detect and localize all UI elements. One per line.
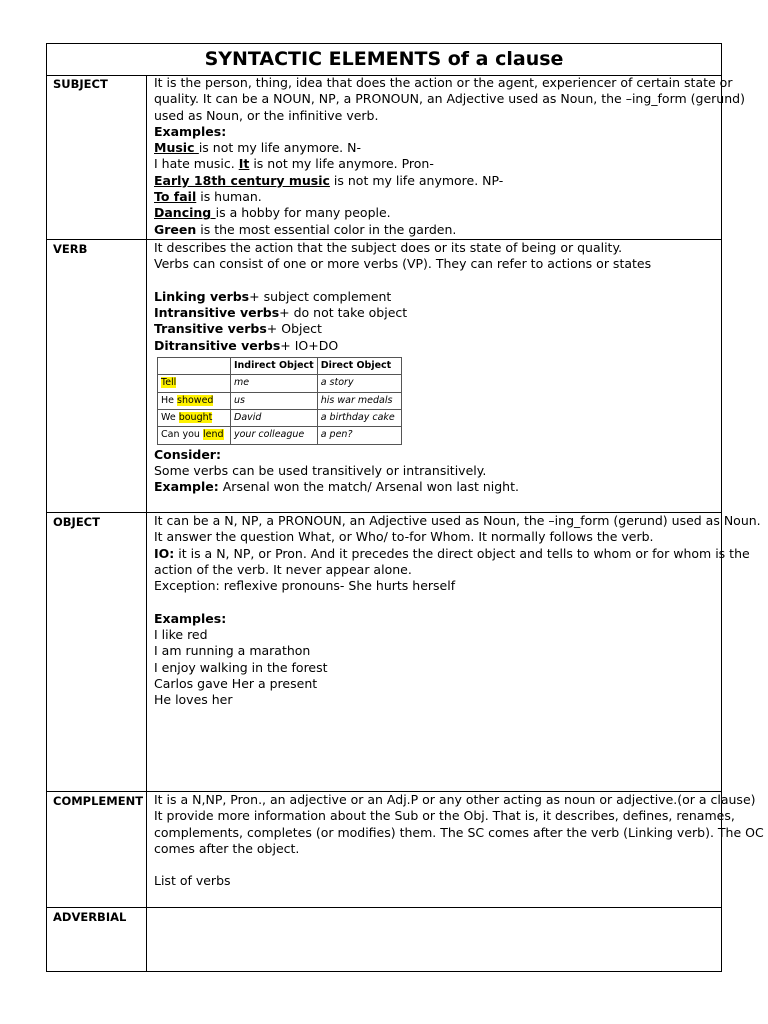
verb-def-line: It describes the action that the subject does or its state of being or quality.: [154, 240, 623, 255]
header-direct-object: Direct Object: [317, 358, 401, 375]
complement-list-of-verbs: List of verbs: [154, 873, 231, 889]
object-examples-heading: Examples:: [154, 610, 227, 626]
object-def-line: action of the verb. It never appear alone.: [154, 561, 412, 577]
subject-example: To fail is human.: [154, 189, 262, 205]
verb-type-intransitive: Intransitive verbs+ do not take object: [154, 305, 408, 321]
highlighted-verb: lend: [202, 429, 224, 441]
document-table: [46, 43, 764, 972]
verb-type-linking: Linking verbs+ subject complement: [154, 288, 392, 304]
row-verb: [47, 240, 721, 513]
label-object: OBJECT: [47, 513, 147, 791]
content-complement: [147, 792, 764, 907]
highlighted-verb: showed: [177, 394, 214, 406]
table-row: Tell me a story: [158, 375, 402, 392]
verb-type-transitive: Transitive verbs+ Object: [154, 321, 322, 337]
verb-example: Example: Arsenal won the match/ Arsenal won last night.: [154, 479, 519, 495]
object-def-line: It can be a N, NP, a PRONOUN, an Adjective used as Noun, the –ing_form (gerund) used as Noun.: [154, 513, 761, 528]
subject-def-line: used as Noun, or the infinitive verb.: [154, 107, 379, 123]
table-row: We bought David a birthday cake: [158, 409, 402, 426]
complement-def-line: It provide more information about the Sub or the Obj. That is, it describes, defines, renames,: [154, 808, 735, 824]
verb-type-ditransitive: Ditransitive verbs+ IO+DO: [154, 337, 339, 353]
table-header-row: [158, 358, 402, 375]
highlighted-verb: Tell: [161, 377, 177, 389]
label-complement: COMPLEMENT: [47, 792, 147, 907]
object-example: I like red: [154, 627, 208, 643]
label-verb: VERB: [47, 240, 147, 512]
object-def-line: It answer the question What, or Who/ to-for Whom. It normally follows the verb.: [154, 529, 654, 545]
row-adverbial: [47, 908, 721, 971]
object-example: Carlos gave Her a present: [154, 675, 318, 691]
row-complement: [47, 792, 764, 908]
table-row: He showed us his war medals: [158, 392, 402, 409]
content-adverbial: [147, 908, 721, 971]
content-object: [147, 513, 761, 791]
object-example: I enjoy walking in the forest: [154, 659, 328, 675]
subject-example: Green is the most essential color in the garden.: [154, 221, 457, 237]
subject-example: Early 18th century music is not my life anymore. NP-: [154, 172, 504, 188]
complement-def-line: complements, completes (or modifies) them. The SC comes after the verb (Linking verb). The OC: [154, 824, 764, 840]
label-adverbial: ADVERBIAL: [47, 908, 147, 971]
subject-def-line: It is the person, thing, idea that does the action or the agent, experiencer of certain state or: [154, 75, 733, 90]
subject-def-line: quality. It can be a NOUN, NP, a PRONOUN, an Adjective used as Noun, the –ing_form (gerund): [154, 91, 745, 107]
object-example: I am running a marathon: [154, 643, 311, 659]
object-exception-line: Exception: reflexive pronouns- She hurts herself: [154, 578, 456, 594]
indirect-object-table: [157, 357, 402, 444]
complement-def-line: comes after the object.: [154, 840, 300, 856]
object-io-line: IO: it is a N, NP, or Pron. And it precedes the direct object and tells to whom or for whom is the: [154, 545, 750, 561]
table-row: Can you lend your colleague a pen?: [158, 427, 402, 444]
verb-consider-text: Some verbs can be used transitively or intransitively.: [154, 462, 487, 478]
document-title: SYNTACTIC ELEMENTS of a clause: [47, 44, 721, 76]
subject-example: I hate music. It is not my life anymore. Pron-: [154, 156, 434, 172]
object-example: He loves her: [154, 692, 233, 708]
row-subject: [47, 75, 745, 240]
verb-def-line: Verbs can consist of one or more verbs (VP). They can refer to actions or states: [154, 256, 652, 272]
content-verb: [147, 240, 721, 512]
label-subject: SUBJECT: [47, 75, 147, 239]
subject-example: Dancing is a hobby for many people.: [154, 205, 391, 221]
header-indirect-object: Indirect Object: [231, 358, 318, 375]
complement-def-line: It is a N,NP, Pron., an adjective or an Adj.P or any other acting as noun or adjective.(or a clause): [154, 792, 756, 807]
verb-consider-heading: Consider:: [154, 446, 221, 462]
subject-examples-heading: Examples:: [154, 123, 227, 139]
subject-example: Music is not my life anymore. N-: [154, 140, 361, 156]
highlighted-verb: bought: [178, 411, 213, 423]
row-object: [47, 513, 761, 792]
content-subject: [147, 75, 745, 239]
